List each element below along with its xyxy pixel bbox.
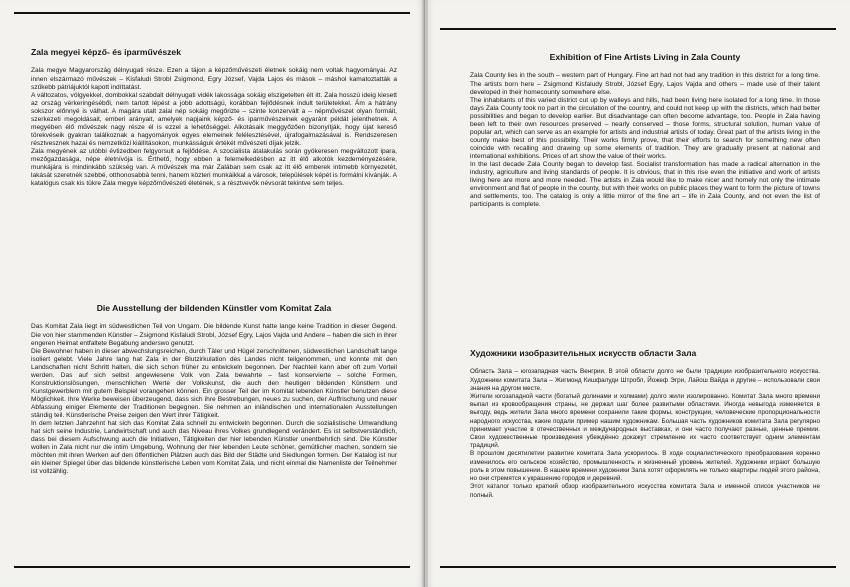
english-paragraph: In the last decade Zala County began to develop fast. Socialist transformation has made a radical alternation in the industry, agriculture and living standards of people. It is obvious, that in this rise even the initiative and work of artists living here are more and more needed. The artists in Zala would like to make nicer and homely not only the intimate environment and flat of people in the county, but with their works on public places they want to form the picture of towns and settlements, too. The catalog is only a little mirror of the fine art – life in Zala County, and not even the list of participants is complete.	[470, 160, 820, 209]
hungarian-paragraph: Zala megye Magyarország délnyugati része. Ezen a tájon a képzőművészeti életnek sokáig nem voltak hagyományai. Az innen elszármazó művészek – Kisfaludi Strobl Zsigmond, Egry József, Vajda Lajos és mások – máshol kamatoztatták a szűkebb pátriájuktól kapott indíttatást.	[31, 67, 397, 91]
russian-paragraph: В прошлом десятилетии развитие комитата Зала ускорилось. В ходе социалистического преобразования коренно изменилось его сельское хозяйство, промышленность и жизненный уровень жителей. Художники играют большую роль в этом повышении. В нашем времени художники Зала хотят оформлять не только квартиры людей этого района, но они стремятся к украшению городов и деревний.	[470, 450, 820, 483]
german-paragraph: In dem letzten Jahrzehnt hat sich das Komitat Zala schnell zu entwickeln begonnen. Durch die sozialistische Umwandlung hat sich seine Industrie, Landwirtschaft und auch das Niveau ihres Volkes grundlegend verändert. Es ist selbstverständlich, dass bei diesem Aufschwung auch die Initiativen, Tätigkeiten der hier lebenden Künstler unentbehrlich sind. Die Künstler wollen in Zala nicht nur die intim Umgebung, Wohnung der hier lebenden Leute schöner, gemütlicher machen, sondern sie möchten mit ihren Werken auf den öffentlichen Plätzen auch das Bild der Städte und Siedlungen formen. Der Katalog ist nur ein kleiner Spiegel über das bildende künstlerische Leben vom Komitat Zala, und nicht einmal die Namenliste der Teilnehmer ist vollzählig.	[31, 420, 397, 476]
book-spine	[422, 0, 428, 587]
russian-paragraph: Жители югозападной части (богатый долинами и холмами) долго жили изолированно. Комитат Зала много времени выпал из кровообращения страны, не держал шаг более развитыми областями. Иногда невыгода изменяется в выгоду, ведь жители Зала много времени сохранили такие формы, конструкции, человеческие пропорциональности народного искусства, какие подали пример нашим художникам. Большая часть художников комитата Зала регулярно принимает участие в отечественных и международных выставках, и они часто получают разные, ценные премии. Свои художественные произведения убеждённо докажут стремление их часто соответствует одним элементам традиций.	[470, 393, 820, 450]
hungarian-paragraph: Zala megyének az utóbbi évtizedben felgyorsult a fejlődése. A szocialista átalakulás során gyökeresen megváltozott ipara, mezőgazdasága, népe életnívója is. Érthető, hogy ebben a felemelkedésben az itt élő alkotók kezdeményezésére, munkájára is mindinkább szükség van. A művészek ma már Zalában sem csak az itt élő emberek intimebb környezetét, lakását szeretnék szebbé, otthonosabbá tenni, hanem közteri munkáikkal a városok, települések képét is formálni kívánják. A katalógus csak kis tükre Zala megye képzőművészeti életének, s a résztvevők névsorát tekintve sem teljes.	[31, 147, 397, 188]
german-paragraph: Das Komitat Zala liegt im südwestlichen Teil von Ungarn. Die bildende Kunst hatte lange keine Tradition in dieser Gegend. Die von hier stammenden Künstler – Zsigmond Kisfaludi Strobl, József Egry, Lajos Vajda und Andere – haben die sich in ihrer engeren Heimat entfaltete Begabung anderswo genutzt.	[31, 323, 397, 347]
hungarian-title: Zala megyei képző- és iparművészek	[31, 47, 181, 57]
english-section	[470, 53, 820, 209]
english-paragraph: Zala County lies in the south – western part of Hungary. Fine art had not had any tradition in this district for a long time. The artists born here – Zsigmond Kisfaludy Strobl, József Egry, Lajos Vajda and others – made use of their talent developed in their homecounty somewhere else.	[470, 72, 820, 96]
english-paragraph: The inhabitants of this varied district cut up by walleys and hills, had been living here isolated for a long time. In those days Zala County took no part in the circulation of the country, and could not keep up with the districts, which had better possibilities and began to develop earlier. But disadvantage can often become advantage, too. People in Zala having been left to their own resources preserved – nearly conserved – those forms, structural solution, human value of popular art, which can serve as an example for artists and industrial artists of today. Great part of the artists living in the county make best of this possibility. Their works firmly prove, that their efforts to search for something new often coincide with recalling and drawing up some elements of tradition. They are gradually present at national and international exhibitions. Prices of art show the value of their works.	[470, 96, 820, 160]
hungarian-section	[31, 48, 397, 188]
russian-section	[470, 349, 820, 500]
german-paragraph: Die Bewohner haben in dieser abwechslungsreichen, durch Täler und Hügel zerschnittenen, südwestlichen Landschaft lange isoliert gelebt. Viele Jahre lang hat Zala in der Blutzirkulation des Landes nicht teilgenommen, und konnte mit den Landschaften nicht Schritt halten, die sich schon früher zu entwickeln begonnen. Der Nachteil kann aber oft zum Vorteil werden. Das auf sich selbst angewiesene Volk von Zala bewahrte – fast konservierte – solche Formen, Konstruktionslösungen, menschlichen Werte der Volkskunst, die auch den heutigen bildenden Künstlern und Kunstgewerblern mit gutem Beispiel vorangehen können. Ein grosser Teil der im Komitat lebenden Künstler benutzen diese Möglichkeit. Ihre Werke beweisen überzeugend, dass sich ihre Bestrebungen, neues zu suchen, der Auffrischung und neuer Abfassung einiger Elemente der Traditionen begegnen. Sie nehmen an inländischen und internationalen Ausstellungen ständig teil. Künstlerische Preise zeigen den Wert ihrer Tätigkeit.	[31, 347, 397, 419]
russian-paragraph: Этот каталог только краткий обзор изобразительного искусства комитата Зала и именной список участников не полный.	[470, 483, 820, 499]
top-rule	[440, 28, 836, 30]
russian-paragraph: Область Зала – югозападная часть Венгрии. В этой области долго не были традиции изобразительного искусства. Художники комитата Зала – Жигмонд Кишфалуди Штробл, Йожеф Эгри, Лайош Вайда и другие – использовали свои знания на другом месте.	[470, 368, 820, 392]
german-section	[31, 304, 397, 476]
german-title: Die Ausstellung der bildenden Künstler vom Komitat Zala	[96, 303, 332, 313]
top-rule	[14, 12, 410, 14]
hungarian-paragraph: A változatos, völgyekkel, dombokkal szabdalt délnyugati vidék lakossága sokáig elszigetelten élt itt. Zala hosszú ideig kiesett az ország vérkeringéséből, nem tartott lépést a jobb adottságú, korábban fejlődésnek indult területekkel. Ám a hátrány sokszor előnnyé is válhat. A magára utalt zalai nép sokáig megőrizte – szinte konzervált a – népművészet olyan formáit, szerkezeti megoldásait, emberi arányait, amelyek napjaink képző- és iparművészeinek egyaránt példát jelenthetnek. A megyében élő művészek nagy része él is ezzel a lehetőséggel. Alkotásaik meggyőzően bizonyítják, hogy újat kereső törekvéseik gyakran találkoznak a hagyományok egyes elemeinek felélesztésével, újrafogalmazásával is. Rendszeresen résztvesznek hazai és nemzetközi kiállításokon, munkásságuk értékét művészeti díjak jelzik.	[31, 91, 397, 147]
bottom-rule	[440, 566, 836, 568]
bottom-rule	[14, 566, 410, 568]
right-page	[426, 0, 850, 587]
russian-title: Художники изобразительных искусств области Зала	[470, 348, 697, 358]
english-title: Exhibition of Fine Artists Living in Zala County	[549, 52, 741, 62]
